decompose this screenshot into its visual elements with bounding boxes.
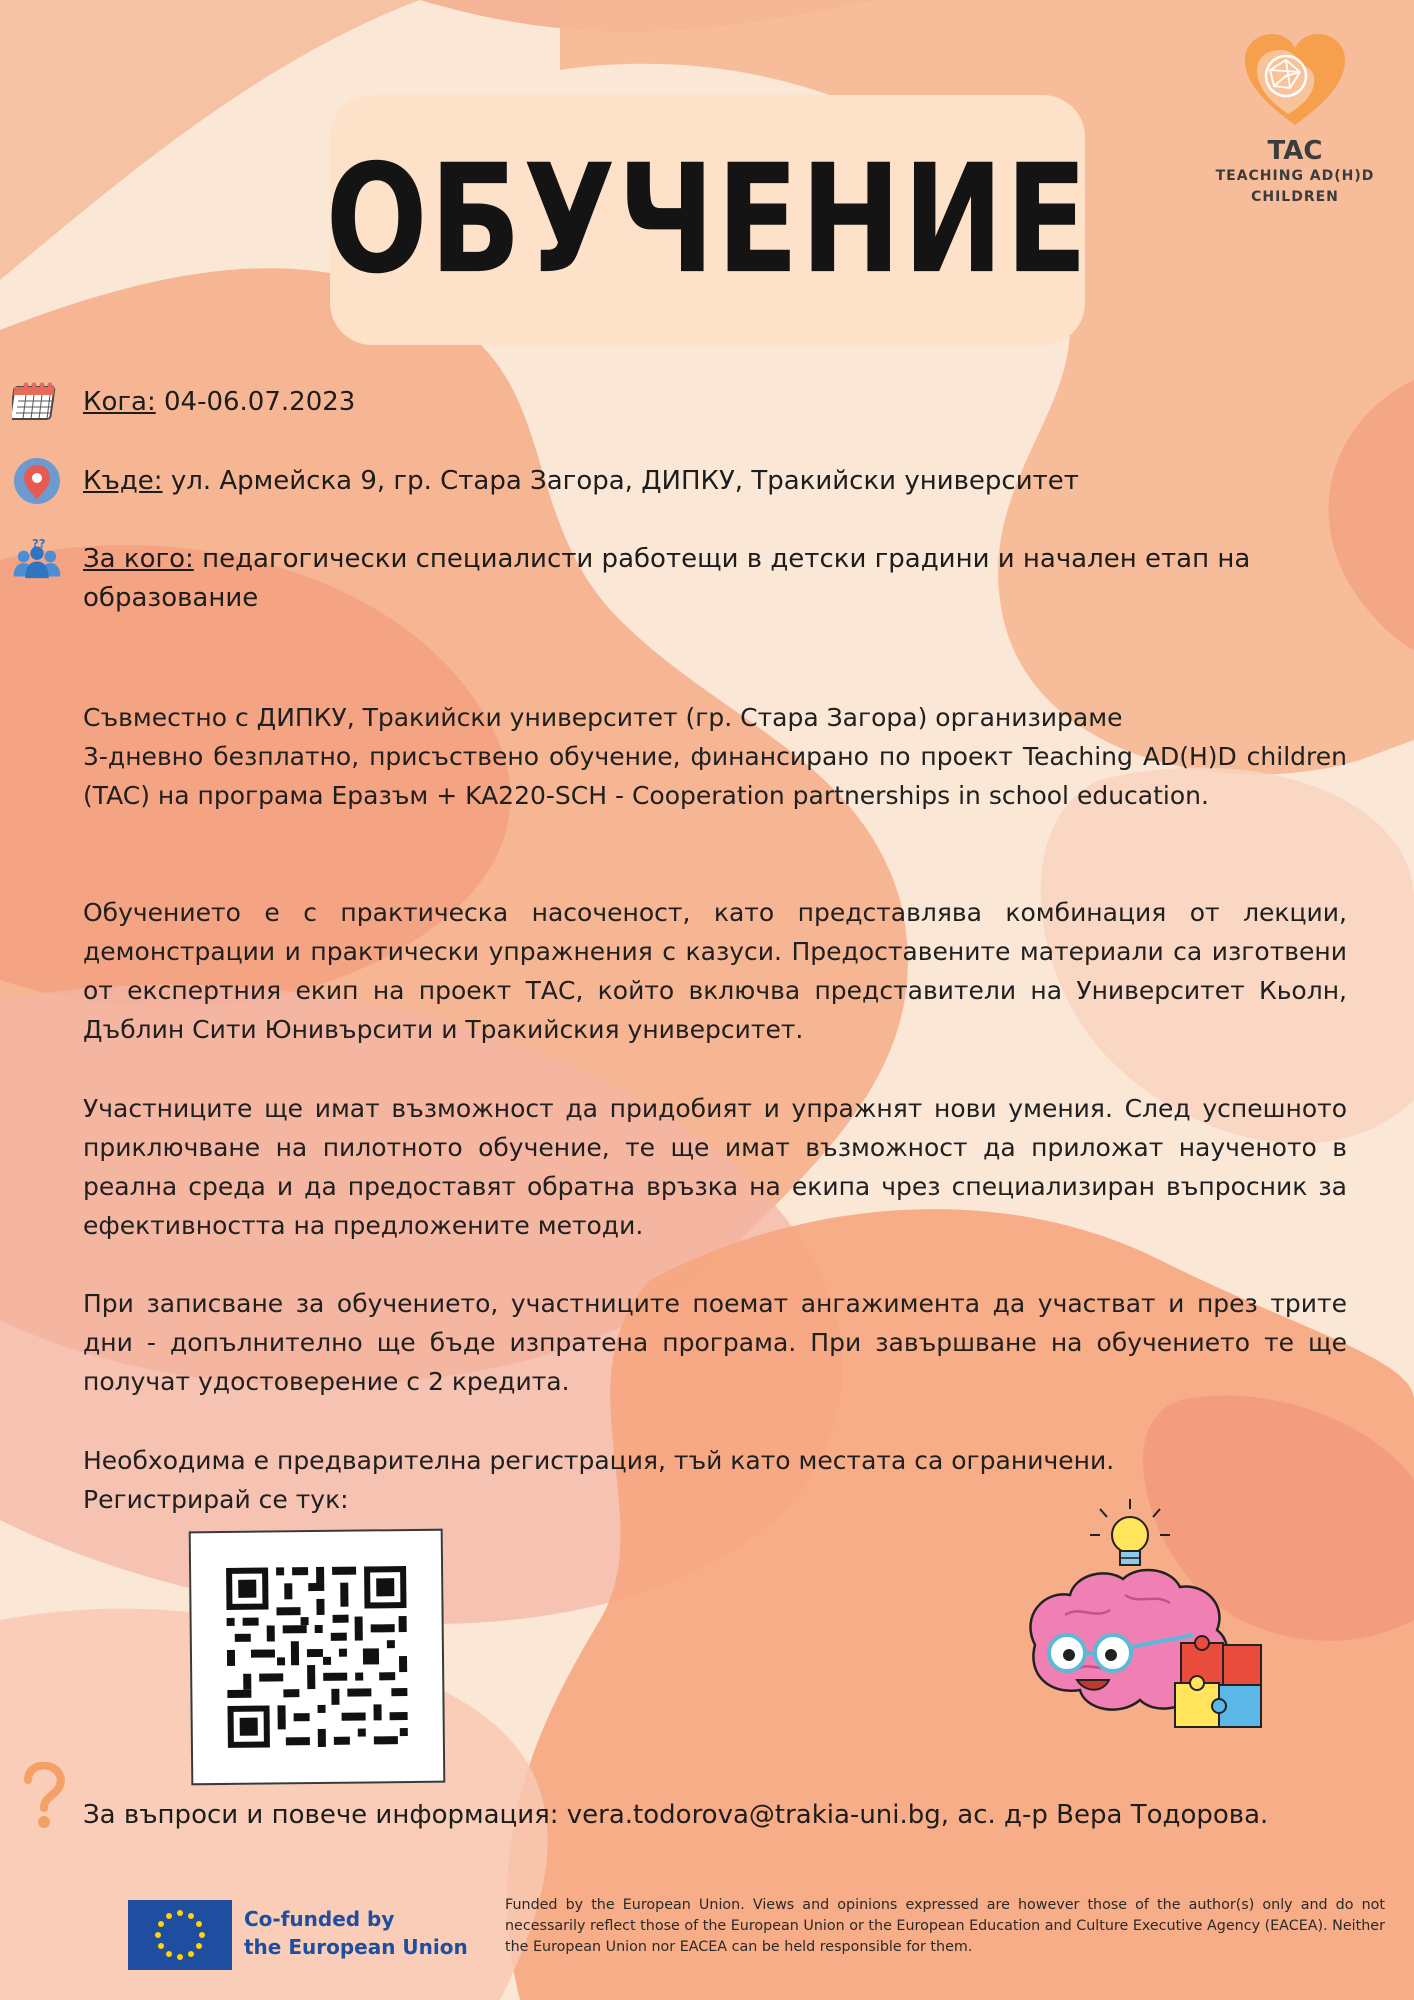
qr-code[interactable] [189, 1529, 446, 1786]
contact-info: За въпроси и повече информация: vera.todorova@trakia-uni.bg, ас. д-р Вера Тодорова. [83, 1800, 1269, 1830]
page-title: ОБУЧЕНИЕ [325, 133, 1090, 307]
title-banner [325, 95, 1090, 345]
registration-text: Необходима е предварителна регистрация, тъй като местата са ограничени. [83, 1446, 1115, 1475]
info-where [12, 462, 1352, 506]
qr-code-graphic [191, 1531, 444, 1784]
for-whom-value: педагогически специалисти работещи в детски градини и начален етап на образование [83, 544, 1251, 613]
info-when [12, 383, 1352, 427]
logo-subtitle-line2: CHILDREN [1251, 189, 1339, 205]
paragraph-intro-rest: 3-дневно безплатно, присъствено обучение, финансирано по проект Teaching AD(H)D children (TAC) на програма Еразъм + KA220-SCH - Cooperation partnerships in school education. [83, 742, 1347, 810]
info-for-whom [12, 536, 1352, 618]
eu-flag-icon [128, 1900, 232, 1970]
heart-brain-icon [1240, 30, 1350, 130]
where-label: Къде: [83, 466, 163, 496]
logo-name: TAC [1267, 136, 1323, 166]
paragraph-practical: Обучението е с практическа насоченост, като представлява комбинация от лекции, демонстрации и практически упражнения с казуси. Предоставените материали са изготвени от експертния екип на проект ТАС, който включва представители на Университет Кьолн, Дъблин Сити Юнивърсити и Тракийския университет. [83, 898, 1347, 1044]
funding-disclaimer: Funded by the European Union. Views and opinions expressed are however those of the author(s) only and do not necessarily reflect those of the European Union or the European Education and Culture Executive Agency (EACEA). Neither the European Union nor EACEA can be held responsible for them. [505, 1897, 1385, 1955]
when-label: Кога: [83, 387, 156, 417]
people-question-icon [12, 534, 62, 584]
calendar-icon [12, 377, 62, 427]
for-whom-label: За кого: [83, 544, 194, 574]
registration-cta[interactable]: Регистрирай се тук: [83, 1485, 349, 1514]
paragraph-intro-line1: Съвместно с ДИПКУ, Тракийски университет (гр. Стара Загора) организираме [83, 703, 1123, 732]
brain-puzzle-illustration [1005, 1495, 1275, 1755]
eu-cofunded-label [244, 1905, 474, 1961]
paragraph-participants: Участниците ще имат възможност да придобият и упражнят нови умения. След успешното приключване на пилотното обучение, те ще имат възможност да приложат наученото в реална среда и да предоставят обратна връзка на екипа чрез специализиран въпросник за ефективността на предложените методи. [83, 1094, 1347, 1240]
when-value: 04-06.07.2023 [163, 387, 356, 417]
logo-subtitle-line1: TEACHING AD(H)D [1215, 168, 1375, 184]
question-mark-icon [18, 1762, 68, 1832]
paragraph-intro [83, 698, 1347, 815]
eu-line1: Co-funded by [244, 1907, 395, 1931]
location-pin-icon [12, 456, 62, 506]
eu-line2: the European Union [244, 1935, 468, 1959]
lightbulb-icon [1090, 1499, 1170, 1565]
tac-logo [1200, 30, 1390, 208]
where-value: ул. Армейска 9, гр. Стара Загора, ДИПКУ, Тракийски университет [170, 466, 1079, 496]
svg-text:??: ?? [32, 536, 46, 551]
paragraph-enrollment: При записване за обучението, участниците поемат ангажимента да участват и през трите дни - допълнително ще бъде изпратена програма. При завършване на обучението те ще получат удостоверение с 2 кредита. [83, 1289, 1347, 1396]
